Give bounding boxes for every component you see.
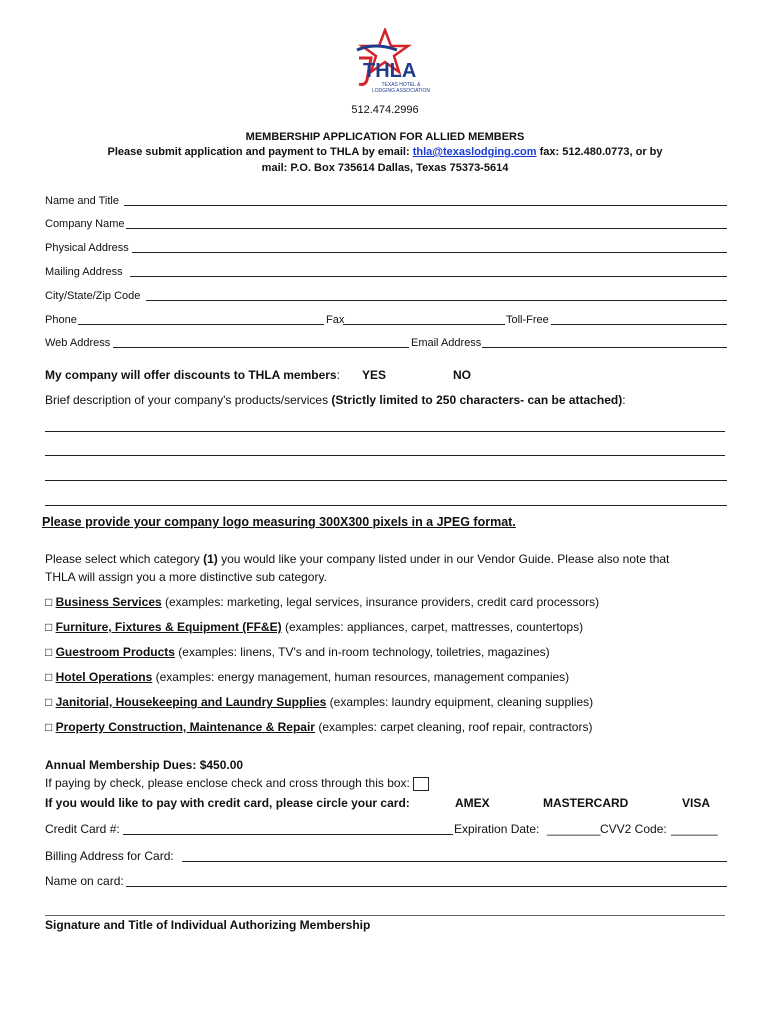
checkbox-icon[interactable]: □: [45, 645, 53, 659]
mailing-address-label: Mailing Address: [45, 266, 123, 278]
intro-b: (1): [203, 552, 218, 566]
category-name: Business Services: [55, 595, 162, 609]
check-instruction: If paying by check, please enclose check and cross through this box:: [45, 776, 410, 790]
checkbox-icon[interactable]: □: [45, 670, 53, 684]
phone-label: Phone: [45, 314, 77, 326]
city-state-zip-label: City/State/Zip Code: [45, 290, 141, 302]
web-address-label: Web Address: [45, 337, 111, 349]
company-name-field[interactable]: [126, 228, 727, 229]
name-on-card-label: Name on card:: [45, 874, 124, 888]
dues-title: Annual Membership Dues: $450.00: [45, 758, 244, 772]
check-box[interactable]: [413, 777, 429, 791]
signature-field[interactable]: [45, 915, 725, 916]
category-name: Furniture, Fixtures & Equipment (FF&E): [55, 620, 282, 634]
checkbox-icon[interactable]: □: [45, 720, 53, 734]
instr-prefix: Please submit application and payment to THLA by email:: [107, 146, 413, 158]
cvv-field[interactable]: _______: [671, 822, 718, 836]
category-item[interactable]: [45, 595, 599, 609]
web-address-field[interactable]: [113, 347, 409, 348]
brief-limit: (Strictly limited to 250 characters- can be attached): [331, 393, 623, 407]
credit-instruction: If you would like to pay with credit card, please circle your card:: [45, 796, 410, 810]
instr-suffix: fax: 512.480.0773, or by: [536, 146, 663, 158]
description-line-3[interactable]: [45, 480, 727, 481]
logo-text: THLA: [363, 60, 417, 82]
form-title: MEMBERSHIP APPLICATION FOR ALLIED MEMBERS: [245, 131, 525, 143]
intro-a: Please select which category: [45, 552, 204, 566]
name-title-field[interactable]: [124, 205, 727, 206]
discount-question: [45, 368, 340, 382]
category-desc: (examples: carpet cleaning, roof repair, contractors): [314, 720, 593, 734]
phone-field[interactable]: [78, 324, 324, 325]
submission-instructions: [0, 145, 770, 159]
card-mastercard[interactable]: MASTERCARD: [543, 796, 629, 810]
fax-field[interactable]: [343, 324, 505, 325]
discount-label: My company will offer discounts to THLA members: [45, 368, 337, 382]
mailing-address-field[interactable]: [130, 276, 727, 277]
billing-address-field[interactable]: [182, 861, 727, 862]
category-item[interactable]: [45, 620, 583, 634]
logo-request: Please provide your company logo measuring 300X300 pixels in a JPEG format.: [42, 515, 516, 529]
category-desc: (examples: linens, TV's and in-room technology, toiletries, magazines): [174, 645, 550, 659]
logo-subtext: TEXAS HOTEL & LODGING ASSOCIATION: [372, 82, 430, 94]
description-line-1[interactable]: [45, 431, 725, 432]
toll-free-label: Toll-Free: [506, 314, 549, 326]
fax-label: Fax: [326, 314, 345, 326]
header-phone: 512.474.2996: [351, 104, 419, 116]
discount-no[interactable]: NO: [453, 368, 471, 382]
brief-suffix: :: [622, 393, 626, 407]
category-name: Janitorial, Housekeeping and Laundry Supplies: [55, 695, 327, 709]
city-state-zip-field[interactable]: [146, 300, 727, 301]
category-item[interactable]: [45, 670, 569, 684]
category-desc: (examples: energy management, human resources, management companies): [152, 670, 570, 684]
thla-logo: [345, 28, 430, 100]
card-amex[interactable]: AMEX: [455, 796, 490, 810]
category-name: Property Construction, Maintenance & Repair: [55, 720, 315, 734]
name-title-label: Name and Title: [45, 195, 119, 207]
physical-address-field[interactable]: [132, 252, 727, 253]
credit-card-number-field[interactable]: [123, 834, 453, 835]
discount-colon: :: [336, 368, 340, 382]
signature-label: Signature and Title of Individual Authorizing Membership: [45, 918, 371, 932]
description-line-2[interactable]: [45, 455, 725, 456]
description-line-4[interactable]: [45, 505, 727, 506]
category-item[interactable]: [45, 695, 593, 709]
checkbox-icon[interactable]: □: [45, 695, 53, 709]
credit-card-number-label: Credit Card #:: [45, 822, 120, 836]
category-item[interactable]: [45, 720, 592, 734]
category-intro-line-2: THLA will assign you a more distinctive sub category.: [45, 570, 327, 584]
mailing-instructions: mail: P.O. Box 735614 Dallas, Texas 75373-5614: [261, 162, 509, 174]
checkbox-icon[interactable]: □: [45, 620, 53, 634]
check-payment-line: [45, 776, 429, 791]
intro-c: you would like your company listed under in our Vendor Guide. Please also note that: [217, 552, 670, 566]
email-address-field[interactable]: [482, 347, 727, 348]
email-link[interactable]: thla@texaslodging.com: [412, 146, 537, 158]
discount-yes[interactable]: YES: [362, 368, 387, 382]
card-visa[interactable]: VISA: [682, 796, 711, 810]
cvv-label: CVV2 Code:: [600, 822, 667, 836]
brief-description-label: [45, 393, 626, 407]
expiration-date-label: Expiration Date:: [454, 822, 540, 836]
email-address-label: Email Address: [411, 337, 482, 349]
category-desc: (examples: laundry equipment, cleaning supplies): [326, 695, 594, 709]
category-intro-line-1: [45, 552, 669, 566]
category-desc: (examples: marketing, legal services, insurance providers, credit card processors): [161, 595, 600, 609]
toll-free-field[interactable]: [551, 324, 727, 325]
expiration-date-field[interactable]: ________: [547, 822, 601, 836]
category-desc: (examples: appliances, carpet, mattresses, countertops): [281, 620, 584, 634]
category-name: Guestroom Products: [55, 645, 175, 659]
company-name-label: Company Name: [45, 218, 125, 230]
name-on-card-field[interactable]: [126, 886, 727, 887]
billing-address-label: Billing Address for Card:: [45, 849, 174, 863]
physical-address-label: Physical Address: [45, 242, 129, 254]
checkbox-icon[interactable]: □: [45, 595, 53, 609]
category-item[interactable]: [45, 645, 550, 659]
category-name: Hotel Operations: [55, 670, 153, 684]
brief-prefix: Brief description of your company's products/services: [45, 393, 332, 407]
